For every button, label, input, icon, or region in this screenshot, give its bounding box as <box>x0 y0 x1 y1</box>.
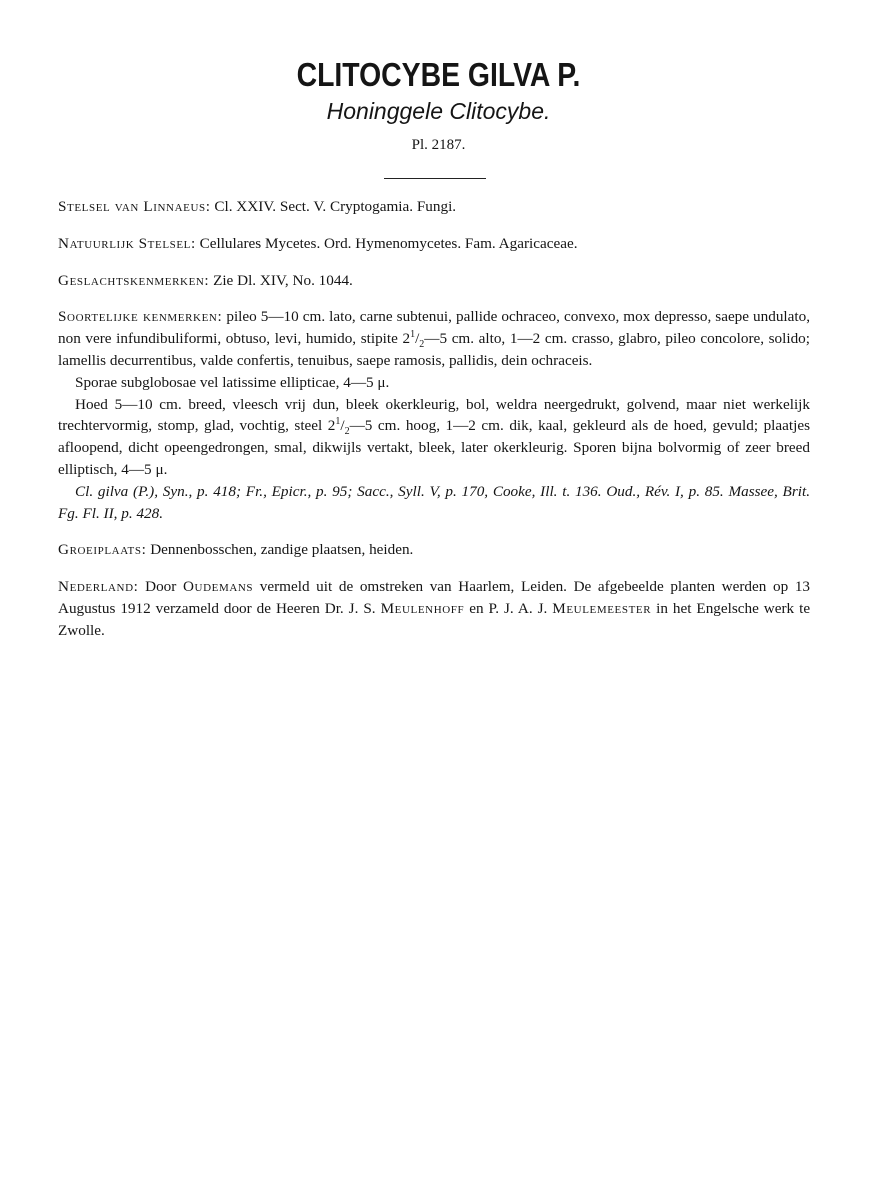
latin-spores-line: Sporae subglobosae vel latissime ellipticae, 4—5 μ. <box>75 373 390 391</box>
species-latin-description <box>58 306 810 371</box>
latin-text-a: pileo 5—10 cm. lato, carne subtenui, pallide ochraceo, convexo, mox depresso, saepe undulato, non vere infundibuliformi, obtuso, levi, humido, stipite 2 <box>58 308 811 348</box>
species-title: CLITOCYBE GILVA P. <box>296 56 581 93</box>
genus-line <box>58 270 810 292</box>
common-name-subtitle: Honinggele Clitocybe. <box>326 98 551 124</box>
dutch-text-b: —5 cm. hoog, 1—2 cm. dik, kaal, gekleurd als de hoed, gevuld; plaatjes afloopend, dicht opeengedrongen, smal, dikwijls vertakt, bleek, later okerkleurig. Sporen bijna bolvormig of zeer breed elliptisch, 4—5 μ. <box>58 417 810 478</box>
dutch-description <box>58 394 810 481</box>
dutch-fraction-denominator: 2 <box>344 426 350 438</box>
dutch-fraction-numerator: 1 <box>335 416 341 428</box>
title-divider <box>384 178 486 179</box>
latin-fraction-denominator: 2 <box>419 339 425 351</box>
netherlands-text-2: vermeld uit de omstreken van Haarlem, Leiden. De afgebeelde planten werden op 13 Augustus 1912 verzameld door de Heeren Dr. J. S. <box>58 578 811 617</box>
linnaeus-label: Stelsel van Linnaeus: <box>58 198 211 215</box>
habitat-line <box>58 539 810 561</box>
latin-fraction-numerator: 1 <box>410 329 416 341</box>
habitat-text: Dennenbosschen, zandige plaatsen, heiden. <box>150 541 414 559</box>
genus-label: Geslachtskenmerken: <box>58 271 210 289</box>
natural-system-line <box>58 233 810 255</box>
collector-name-meulemeester: Meulemeester <box>552 599 652 617</box>
natural-system-text: Cellulares Mycetes. Ord. Hymenomycetes. Fam. Agaricaceae. <box>199 234 578 252</box>
collector-name-meulenhoff: Meulenhoff <box>380 599 465 617</box>
dutch-fraction-slash: / <box>340 417 345 435</box>
netherlands-text-3: en P. J. A. J. <box>469 599 548 617</box>
netherlands-label: Nederland: <box>58 578 139 596</box>
habitat-label: Groeiplaats: <box>58 541 147 559</box>
literature-references: Cl. gilva (P.), Syn., p. 418; Fr., Epicr., p. 95; Sacc., Syll. V, p. 170, Cooke, Ill. t. 136. Oud., Rév. I, p. 85. Massee, Brit. Fg. Fl. II, p. 428. <box>58 482 810 522</box>
netherlands-text-1: Door <box>145 578 177 596</box>
latin-text-b: —5 cm. alto, 1—2 cm. crasso, glabro, pileo concolore, solido; lamellis decurrentibus, valde confertis, tenuibus, saepe ramosis, pallidis, dein ochraceis. <box>58 330 810 369</box>
linnaeus-line <box>58 196 810 218</box>
species-label: Soortelijke kenmerken: <box>58 308 223 326</box>
collector-name-oudemans: Oudemans <box>182 578 254 596</box>
dutch-text-a: Hoed 5—10 cm. breed, vleesch vrij dun, bleek okerkleurig, bol, weldra neergedrukt, golvend, maar niet werkelijk trechtervormig, stomp, glad, vochtig, steel 2 <box>58 395 810 435</box>
plate-number: Pl. 2187. <box>411 137 466 153</box>
netherlands-text-4: in het Engelsche werk te Zwolle. <box>58 599 811 639</box>
latin-fraction-slash: / <box>415 330 420 348</box>
genus-text: Zie Dl. XIV, No. 1044. <box>213 271 353 289</box>
netherlands-paragraph <box>58 576 810 641</box>
natural-system-label: Natuurlijk Stelsel: <box>58 234 196 252</box>
linnaeus-text: Cl. XXIV. Sect. V. Cryptogamia. Fungi. <box>214 198 457 215</box>
document-body <box>58 196 810 642</box>
